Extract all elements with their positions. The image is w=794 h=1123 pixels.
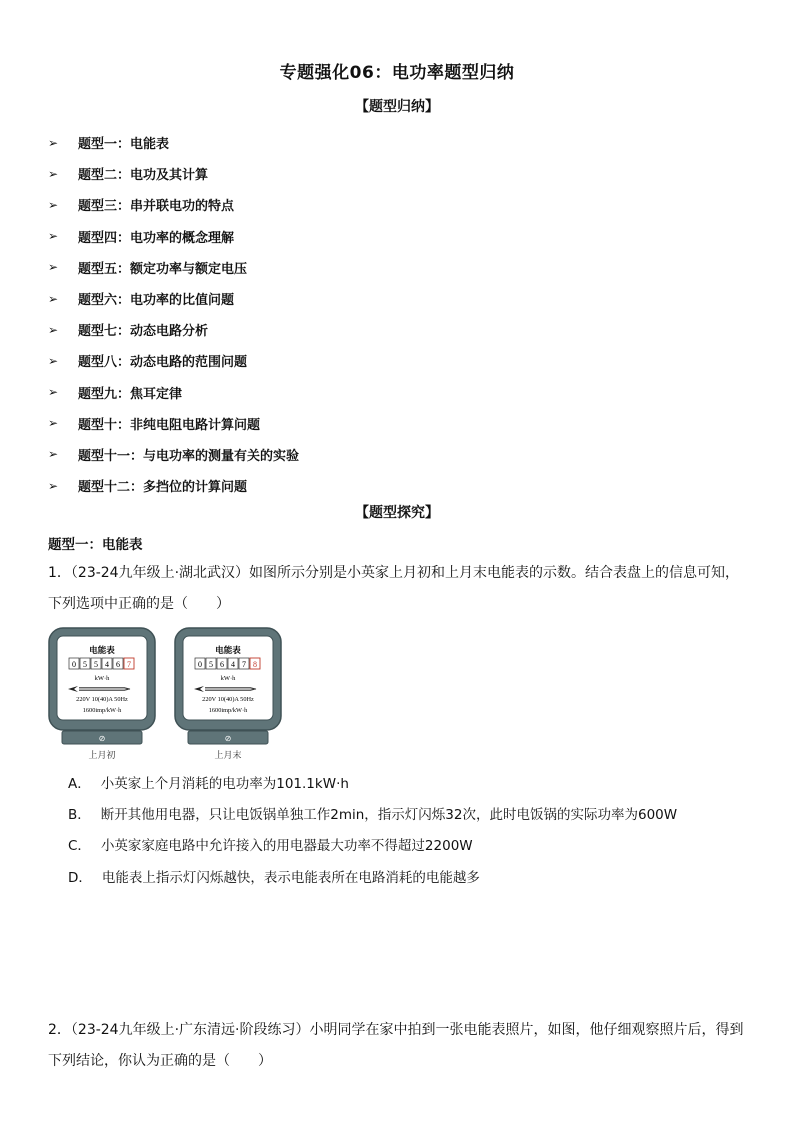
list-item: ➢ 题型二：电功及其计算 (48, 166, 209, 184)
digit: 0 (198, 660, 202, 669)
meter-caption: 上月末 (214, 751, 242, 761)
seal-icon: ⊘ (98, 734, 106, 743)
meter-label: 电能表 (215, 645, 241, 655)
option-a: A． 小英家上个月消耗的电功率为101.1kW·h (68, 775, 349, 792)
rating-label: 220V 10(40)A 50Hz (202, 696, 254, 703)
decimal-digit: 7 (127, 660, 131, 669)
list-item: ➢ 题型十：非纯电阻电路计算问题 (48, 416, 261, 433)
list-item: ➢ 题型一：电能表 (48, 135, 170, 153)
digit: 6 (116, 660, 120, 669)
question-1-text: 1．（23-24九年级上·湖北武汉）如图所示分别是小英家上月初和上月末电能表的示数。结合表盘上的信息可知，下列选项中正确的是（ ） (48, 565, 740, 612)
option-c: C． 小英家家庭电路中允许接入的用电器最大功率不得超过2200W (68, 838, 473, 855)
arrow-bullet-icon: ➢ (48, 447, 59, 462)
list-item: ➢ 题型十一：与电功率的测量有关的实验 (48, 447, 300, 464)
arrow-bullet-icon: ➢ (48, 197, 59, 212)
list-item: ➢ 题型四：电功率的概念理解 (48, 229, 235, 246)
meter-caption: 上月初 (88, 751, 116, 761)
digit: 5 (94, 660, 98, 669)
list-item: ➢ 题型八：动态电路的范围问题 (48, 353, 248, 371)
option-d: D． 电能表上指示灯闪烁越快，表示电能表所在电路消耗的电能越多 (68, 869, 480, 886)
arrow-bullet-icon: ➢ (48, 322, 59, 337)
list-item: ➢ 题型九：焦耳定律 (48, 385, 183, 402)
meter-start-of-month (49, 628, 155, 761)
decimal-digit: 8 (253, 660, 257, 669)
arrow-bullet-icon: ➢ (48, 416, 59, 431)
explore-heading: 【题型探究】 (355, 505, 439, 521)
digit: 4 (105, 660, 109, 669)
arrow-bullet-icon: ➢ (48, 166, 59, 181)
meter-end-of-month (175, 628, 281, 761)
arrow-bullet-icon: ➢ (48, 385, 59, 400)
digit: 0 (72, 660, 76, 669)
unit-label: kW·h (94, 675, 110, 682)
impulse-label: 1600imp/kW·h (82, 707, 122, 714)
question-2-text: 2．（23-24九年级上·广东清远·阶段练习）小明同学在家中拍到一张电能表照片，如图，他仔细观察照片后，得到下列结论，你认为正确的是（ ） (48, 1022, 744, 1069)
arrow-bullet-icon: ➢ (48, 291, 59, 306)
question-type-list (48, 127, 299, 501)
type1-heading: 题型一：电能表 (48, 537, 143, 553)
arrow-bullet-icon: ➢ (48, 229, 59, 244)
digit: 7 (242, 660, 246, 669)
list-item: ➢ 题型六：电功率的比值问题 (48, 291, 235, 309)
page-title: 专题强化06：电功率题型归纳 (279, 63, 515, 83)
summary-heading: 【题型归纳】 (355, 99, 439, 115)
digit: 6 (220, 660, 224, 669)
arrow-bullet-icon: ➢ (48, 260, 59, 275)
unit-label: kW·h (220, 675, 236, 682)
option-b: B． 断开其他用电器，只让电饭锅单独工作2min，指示灯闪烁32次，此时电饭锅的实际功率为600W (68, 806, 678, 823)
digit: 4 (231, 660, 235, 669)
impulse-label: 1600imp/kW·h (208, 707, 248, 714)
digit: 5 (209, 660, 213, 669)
digit: 5 (83, 660, 87, 669)
list-item: ➢ 题型三：串并联电功的特点 (48, 197, 235, 215)
seal-icon: ⊘ (224, 734, 232, 743)
arrow-bullet-icon: ➢ (48, 353, 59, 368)
question-1-options (68, 766, 677, 891)
list-item: ➢ 题型七：动态电路分析 (48, 322, 209, 340)
meter-label: 电能表 (89, 645, 115, 655)
arrow-bullet-icon: ➢ (48, 478, 59, 493)
electric-meter-figure (48, 627, 288, 763)
arrow-bullet-icon: ➢ (48, 135, 59, 150)
list-item: ➢ 题型十二：多挡位的计算问题 (48, 478, 248, 496)
rating-label: 220V 10(40)A 50Hz (76, 696, 128, 703)
list-item: ➢ 题型五：额定功率与额定电压 (48, 260, 248, 277)
